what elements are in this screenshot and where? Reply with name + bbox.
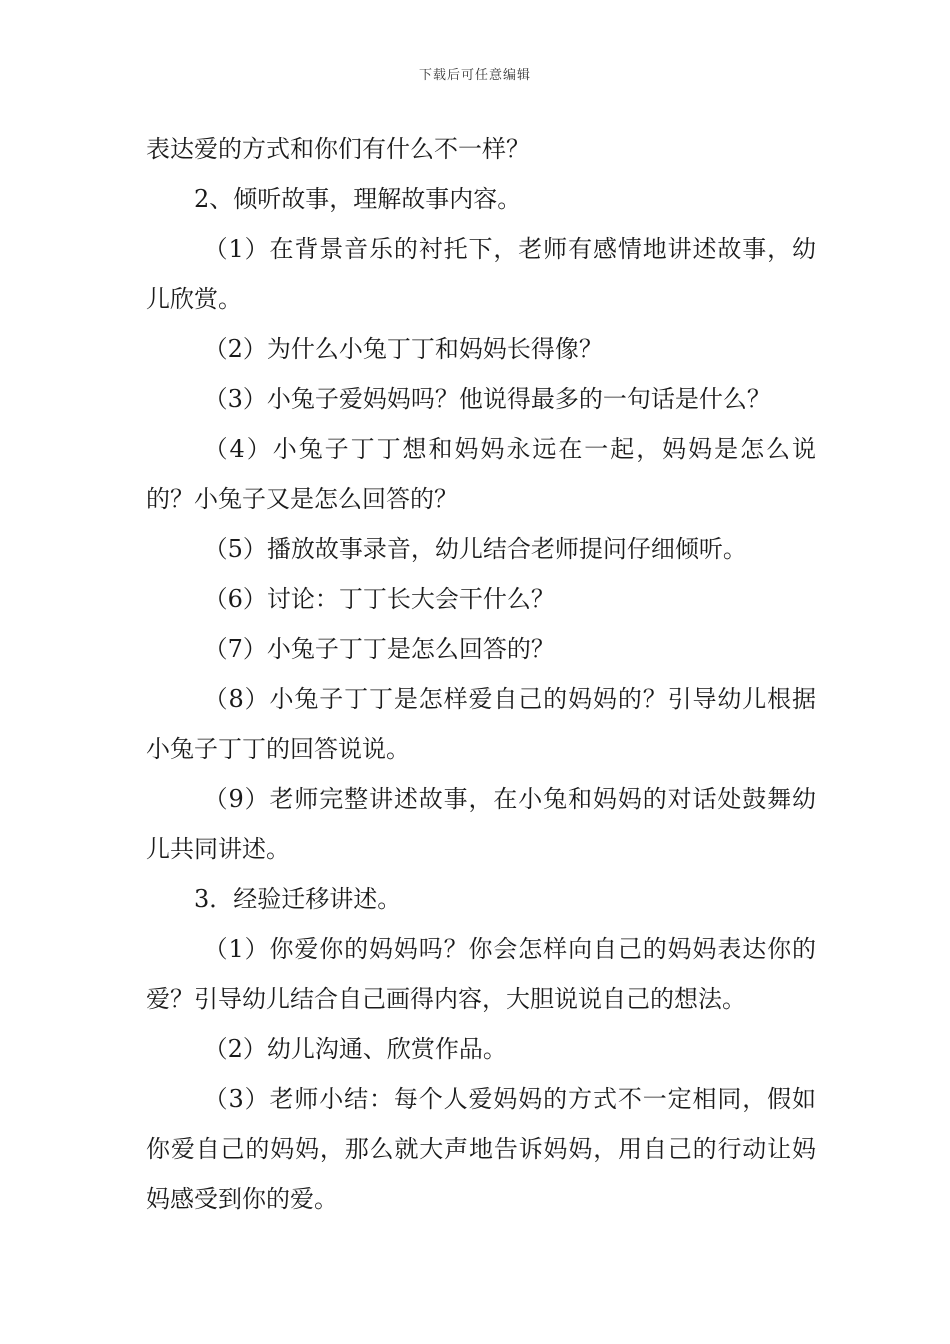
- list-item: （1）你爱你的妈妈吗？你会怎样向自己的妈妈表达你的爱？引导幼儿结合自己画得内容，大胆说说自己的想法。: [146, 935, 816, 1013]
- list-item: （1）在背景音乐的衬托下，老师有感情地讲述故事，幼儿欣赏。: [146, 235, 816, 313]
- section-heading-experience-transfer: 3．经验迁移讲述。: [194, 885, 402, 913]
- list-item: （3）老师小结：每个人爱妈妈的方式不一定相同，假如你爱自己的妈妈，那么就大声地告诉妈妈，用自己的行动让妈妈感受到你的爱。: [146, 1085, 816, 1213]
- section-heading-listen-story: 2、倾听故事，理解故事内容。: [194, 185, 522, 213]
- list-item: （6）讨论：丁丁长大会干什么？: [203, 585, 555, 613]
- list-item: （8）小兔子丁丁是怎样爱自己的妈妈的？引导幼儿根据小兔子丁丁的回答说说。: [146, 685, 816, 763]
- list-item: （3）小兔子爱妈妈吗？他说得最多的一句话是什么？: [203, 385, 771, 413]
- page-header-note: 下载后可任意编辑: [418, 68, 531, 83]
- list-item: （7）小兔子丁丁是怎么回答的？: [203, 635, 555, 663]
- list-item: （2）幼儿沟通、欣赏作品。: [203, 1035, 507, 1063]
- list-item: （9）老师完整讲述故事，在小兔和妈妈的对话处鼓舞幼儿共同讲述。: [146, 785, 816, 863]
- paragraph-continuation: 表达爱的方式和你们有什么不一样？: [146, 135, 530, 163]
- list-item: （4）小兔子丁丁想和妈妈永远在一起，妈妈是怎么说的？小兔子又是怎么回答的？: [146, 435, 816, 513]
- document-body: [146, 124, 816, 1224]
- list-item: （5）播放故事录音，幼儿结合老师提问仔细倾听。: [203, 535, 747, 563]
- list-item: （2）为什么小兔丁丁和妈妈长得像？: [203, 335, 603, 363]
